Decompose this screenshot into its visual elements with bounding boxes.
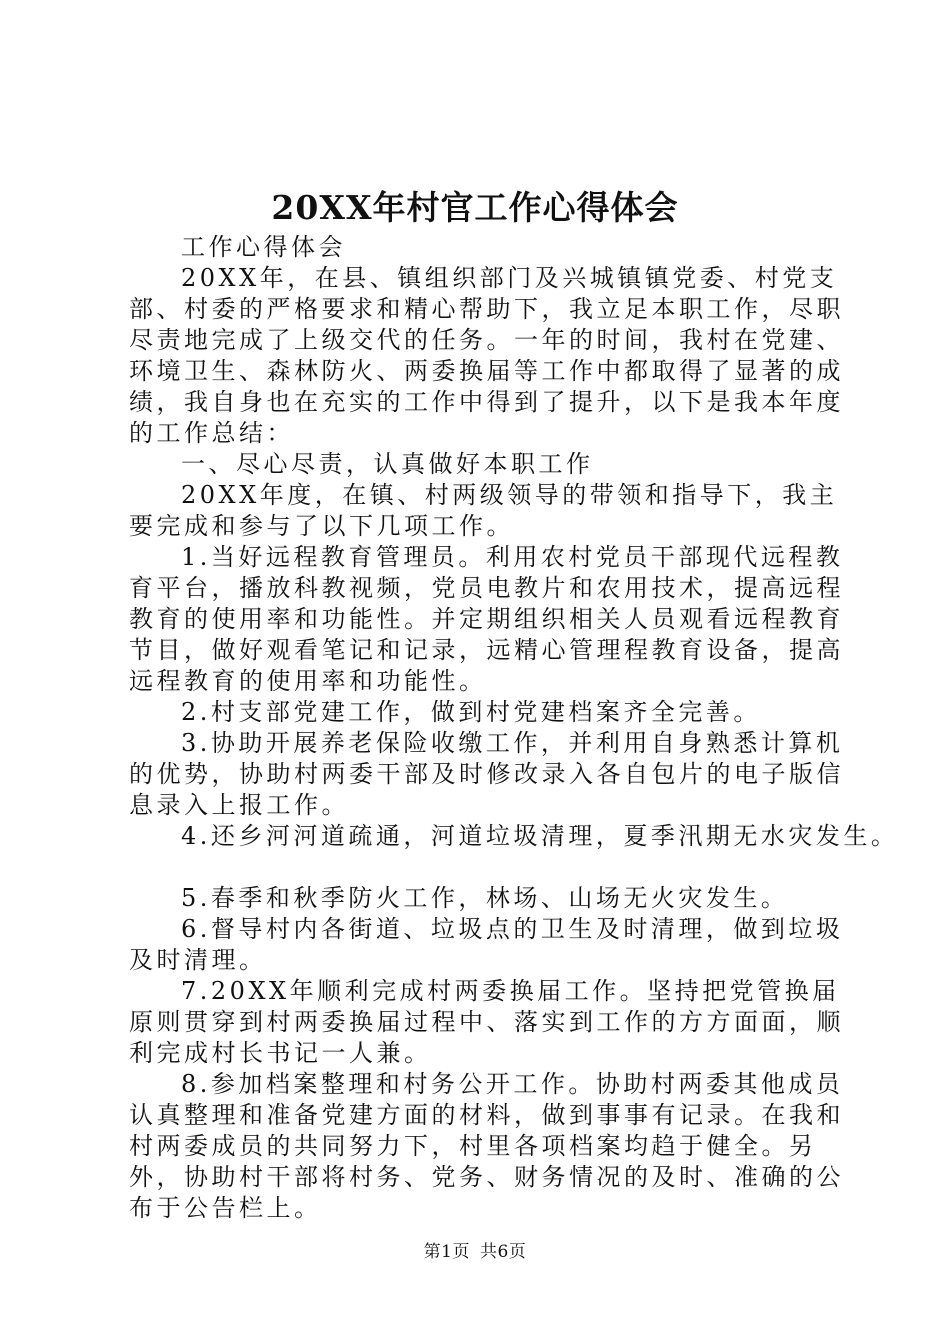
page-number: 第1页	[423, 1242, 470, 1262]
paragraph-overview: 20XX年度，在镇、村两级领导的带领和指导下，我主要完成和参与了以下几项工作。	[129, 481, 838, 540]
list-item-7: 7.20XX年顺利完成村两委换届工作。坚持把党管换届原则贯穿到村两委换届过程中、落实到工作的方方面面，顺利完成村长书记一人兼。	[129, 977, 844, 1067]
paragraph-heading: 工作心得体会	[181, 233, 346, 261]
list-item-8: 8.参加档案整理和村务公开工作。协助村两委其他成员认真整理和准备党建方面的材料，做到事事有记录。在我和村两委成员的共同努力下，村里各项档案均趋于健全。另外，协助村干部将村务、党务、财务情况的及时、准确的公布于公告栏上。	[129, 1070, 844, 1222]
list-item-5: 5.春季和秋季防火工作，林场、山场无火灾发生。	[181, 884, 789, 912]
document-body	[129, 232, 899, 1224]
document-title: 20XX年村官工作心得体会	[271, 188, 679, 227]
section-heading: 一、尽心尽责，认真做好本职工作	[181, 450, 594, 478]
list-item-2: 2.村支部党建工作，做到村党建档案齐全完善。	[181, 698, 761, 726]
list-item-3: 3.协助开展养老保险收缴工作，并利用自身熟悉计算机的优势，协助村两委干部及时修改录入各自包片的电子版信息录入上报工作。	[129, 729, 844, 819]
list-item-4: 4.还乡河河道疏通，河道垃圾清理，夏季汛期无水灾发生。	[181, 822, 899, 850]
page-total: 共6页	[480, 1242, 527, 1262]
paragraph-intro: 20XX年，在县、镇组织部门及兴城镇镇党委、村党支部、村委的严格要求和精心帮助下，我立足本职工作，尽职尽责地完成了上级交代的任务。一年的时间，我村在党建、环境卫生、森林防火、两委换届等工作中都取得了显著的成绩，我自身也在充实的工作中得到了提升，以下是我本年度的工作总结：	[129, 264, 844, 447]
list-item-1: 1.当好远程教育管理员。利用农村党员干部现代远程教育平台，播放科教视频，党员电教片和农用技术，提高远程教育的使用率和功能性。并定期组织相关人员观看远程教育节目，做好观看笔记和记录，远精心管理程教育设备，提高远程教育的使用率和功能性。	[129, 543, 844, 695]
page-footer	[0, 1240, 950, 1264]
list-item-6: 6.督导村内各街道、垃圾点的卫生及时清理，做到垃圾及时清理。	[129, 915, 844, 974]
